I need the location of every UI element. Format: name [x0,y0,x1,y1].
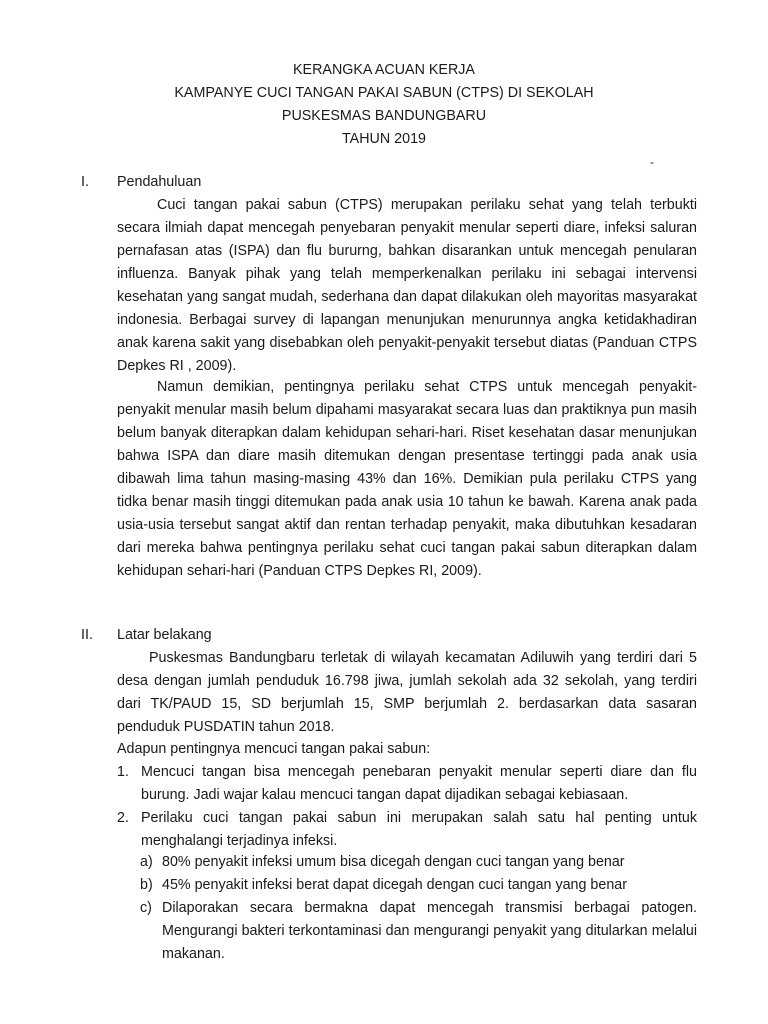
list-item-number: 2. [117,810,129,826]
sub-list-item-text: 45% penyakit infeksi berat dapat dicegah dengan cuci tangan yang benar [162,877,627,893]
sub-list-item-letter: b) [140,877,153,893]
section2-heading: Latar belakang [117,627,212,643]
list-item-number: 1. [117,764,129,780]
section1-paragraph2: Namun demikian, pentingnya perilaku sehat CTPS untuk mencegah penyakit-penyakit menular masih belum dipahami masyarakat secara luas dan praktiknya pun masih belum banyak diterapkan dalam kehidupan sehari-hari. Riset kesehatan dasar menunjukan bahwa ISPA dan diare masih ditemukan dengan presentase tertinggi pada anak usia dibawah lima tahun masing-masing 43% dan 16%. Demikian pula perilaku CTPS yang tidka benar masih tinggi ditemukan pada anak usia 10 tahun ke bawah. Karena anak pada usia-usia tersebut sangat aktif dan rentan terhadap penyakit, maka dibutuhkan kesadaran dari mereka bahwa pentingnya perilaku sehat cuci tangan pakai sabun diterapkan dalam kehidupan sehari-hari (Panduan CTPS Depkes RI, 2009). [117,379,697,579]
list-item-text: Mencuci tangan bisa mencegah penebaran penyakit menular seperti diare dan flu burung. Jadi wajar kalau mencuci tangan dapat dijadikan sebagai kebiasaan. [141,764,697,803]
sub-list-item-text: Dilaporakan secara bermakna dapat mencegah transmisi berbagai patogen. Mengurangi bakteri terkontaminasi dan mengurangi penyakit yang ditularkan melalui makanan. [162,900,697,962]
stray-dash-mark: - [650,155,654,169]
section2-number: II. [81,627,93,643]
sub-list-item-letter: a) [140,854,153,870]
list-item-text: Perilaku cuci tangan pakai sabun ini merupakan salah satu hal penting untuk menghalangi terjadinya infeksi. [141,810,697,849]
section2-paragraph1: Puskesmas Bandungbaru terletak di wilayah kecamatan Adiluwih yang terdiri dari 5 desa dengan jumlah penduduk 16.798 jiwa, jumlah sekolah ada 32 sekolah, yang terdiri dari TK/PAUD 15, SD berjumlah 15, SMP berjumlah 2. berdasarkan data sasaran penduduk PUSDATIN tahun 2018. [117,650,697,735]
sub-list-item-letter: c) [140,900,152,916]
sub-list-item [140,874,697,897]
section1-paragraph1: Cuci tangan pakai sabun (CTPS) merupakan perilaku sehat yang telah terbukti secara ilmiah dapat mencegah penyebaran penyakit menular seperti diare, infeksi saluran pernafasan atas (ISPA) dan flu bururng, bahkan disarankan untuk mencegah penularan influenza. Banyak pihak yang telah memperkenalkan perilaku ini sebagai intervensi kesehatan yang sangat mudah, sederhana dan dapat dilakukan oleh mayoritas masyarakat indonesia. Berbagai survey di lapangan menunjukan menurunnya angka ketidakhadiran anak karena sakit yang disebabkan oleh penyakit-penyakit tersebut diatas (Panduan CTPS Depkes RI , 2009). [117,197,697,374]
doc-title-line4: TAHUN 2019 [342,131,426,147]
sub-list-item [140,897,697,966]
sub-list-item [140,851,697,874]
section1-number: I. [81,174,89,190]
list-item [117,807,697,853]
doc-title-line3: PUSKESMAS BANDUNGBARU [281,108,487,124]
doc-title-line2: KAMPANYE CUCI TANGAN PAKAI SABUN (CTPS) DI SEKOLAH [174,85,594,101]
section2-list-intro: Adapun pentingnya mencuci tangan pakai sabun: [117,741,431,757]
sub-list-item-text: 80% penyakit infeksi umum bisa dicegah dengan cuci tangan yang benar [162,854,625,870]
list-item [117,761,697,807]
section1-heading: Pendahuluan [117,174,202,190]
doc-title-line1: KERANGKA ACUAN KERJA [293,62,475,78]
